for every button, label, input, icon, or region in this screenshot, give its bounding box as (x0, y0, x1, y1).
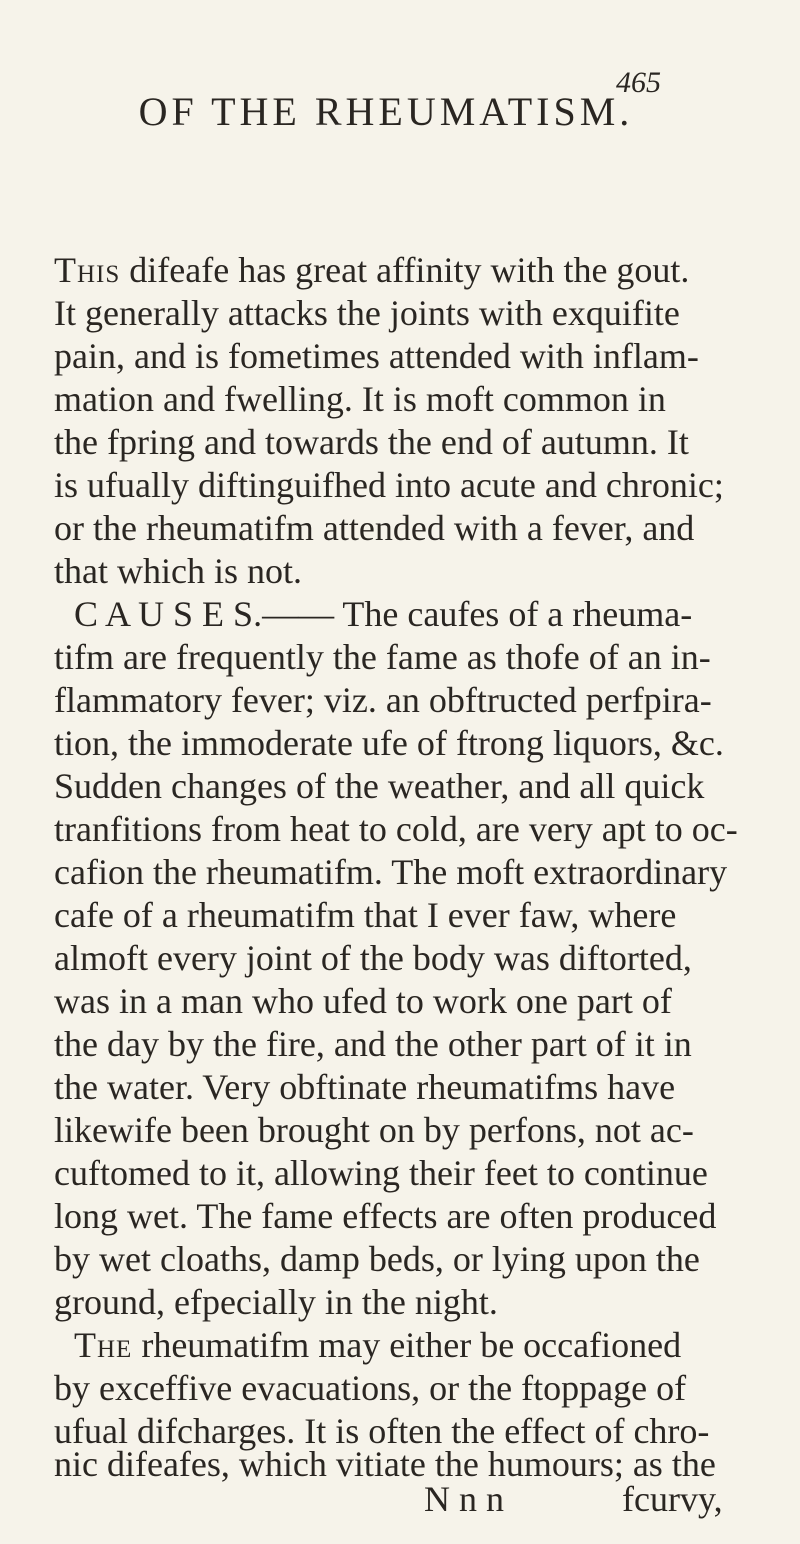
text-line (54, 811, 738, 847)
text-line (54, 897, 676, 933)
line-text: cafe of a rheumatifm that I ever faw, where (54, 895, 677, 935)
text-line (54, 940, 692, 976)
catchword: fcurvy, (622, 1479, 723, 1519)
small-caps-lead: This (54, 250, 121, 290)
text-line (54, 424, 689, 460)
small-caps-lead: The (74, 1325, 133, 1365)
text-line (54, 338, 699, 374)
line-text: the water. Very obftinate rheumatifms have (54, 1067, 676, 1107)
line-text: is ufually diftinguifhed into acute and chronic; (54, 465, 724, 505)
text-line (54, 1112, 694, 1148)
text-line (54, 510, 694, 546)
text-line (54, 768, 704, 804)
line-text: Sudden changes of the weather, and all quick (54, 766, 705, 806)
line-text: the fpring and towards the end of autumn. It (54, 422, 689, 462)
line-text: tifm are frequently the fame as thofe of an in- (54, 637, 711, 677)
line-text: or the rheumatifm attended with a fever, and (54, 508, 695, 548)
line-text: almoft every joint of the body was diftorted, (54, 938, 692, 978)
text-line (54, 854, 727, 890)
signature-mark: N n n (424, 1479, 504, 1519)
text-line (54, 553, 302, 589)
line-text: that which is not. (54, 551, 302, 591)
line-text: tranfitions from heat to cold, are very apt to oc- (54, 809, 738, 849)
line-text: rheumatifm may either be occafioned (132, 1325, 682, 1365)
line-text: tion, the immoderate ufe of ftrong liquors, &c. (54, 723, 724, 763)
text-line (54, 295, 680, 331)
line-text: pain, and is fometimes attended with inflam- (54, 336, 699, 376)
line-text: by exceffive evacuations, or the ftoppage of (54, 1368, 687, 1408)
text-line (54, 639, 711, 675)
text-line (54, 467, 724, 503)
text-line (74, 1327, 681, 1363)
text-line (54, 682, 712, 718)
text-line (54, 252, 689, 288)
text-line (54, 1446, 716, 1482)
text-line (54, 381, 666, 417)
line-text: C A U S E S.—— The caufes of a rheuma- (74, 594, 693, 634)
line-text: difeafe has great affinity with the gout. (120, 250, 690, 290)
text-line (54, 725, 724, 761)
line-text: ufual difcharges. It is often the effect of chro- (54, 1411, 710, 1451)
line-text: the day by the fire, and the other part of it in (54, 1024, 692, 1064)
line-text: was in a man who ufed to work one part of (54, 981, 672, 1021)
line-text: ground, efpecially in the night. (54, 1282, 498, 1322)
page-title: OF THE RHEUMATISM. (138, 89, 634, 134)
line-text: by wet cloaths, damp beds, or lying upon the (54, 1239, 700, 1279)
line-text: long wet. The fame effects are often produced (54, 1196, 717, 1236)
section-heading-line (74, 596, 692, 632)
text-line (54, 1026, 692, 1062)
line-text: cuftomed to it, allowing their feet to continue (54, 1153, 708, 1193)
line-text: nic difeafes, which vitiate the humours; as the (54, 1444, 716, 1484)
line-text: cafion the rheumatifm. The moft extraordinary (54, 852, 728, 892)
line-text: It generally attacks the joints with exquifite (54, 293, 680, 333)
text-line (54, 1241, 700, 1277)
line-text: flammatory fever; viz. an obftructed perfpira- (54, 680, 712, 720)
text-line (54, 1198, 716, 1234)
line-text: likewife been brought on by perfons, not ac- (54, 1110, 694, 1150)
text-line (54, 983, 672, 1019)
line-text: mation and fwelling. It is moft common in (54, 379, 666, 419)
text-line (54, 1370, 686, 1406)
page-number: 465 (616, 66, 661, 99)
text-line (54, 1284, 498, 1320)
text-line (54, 1069, 675, 1105)
text-line (54, 1155, 708, 1191)
